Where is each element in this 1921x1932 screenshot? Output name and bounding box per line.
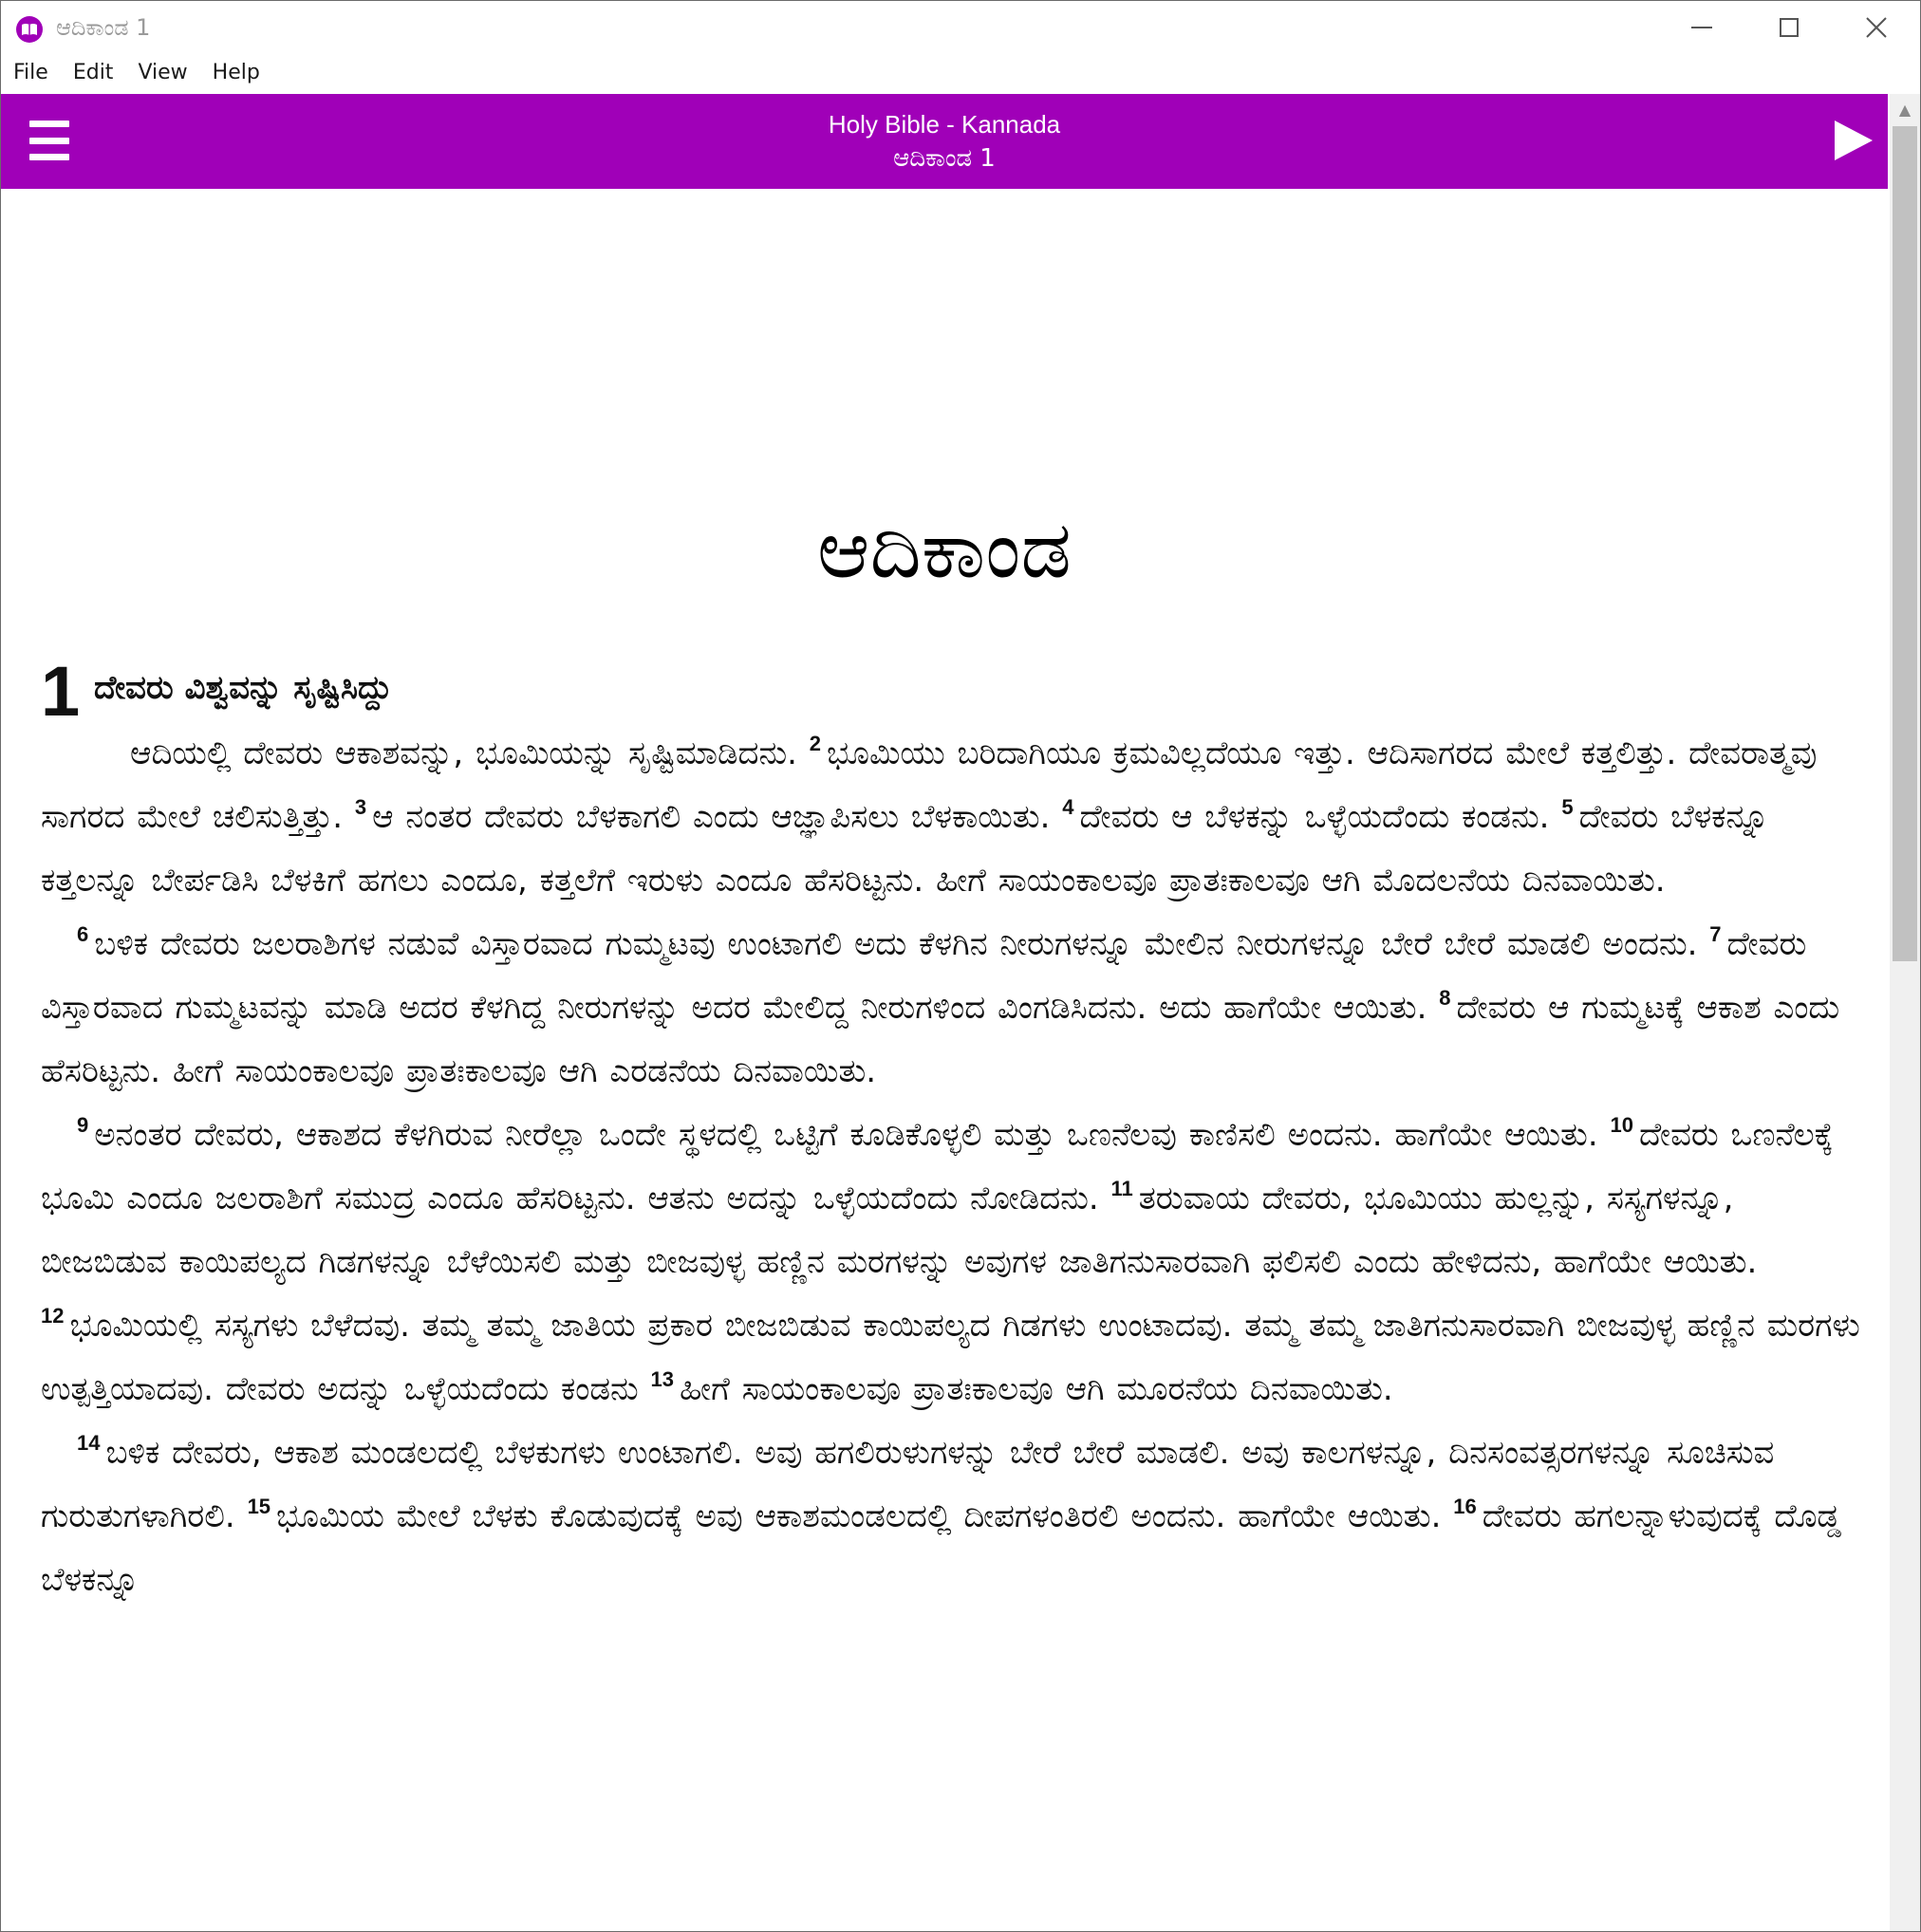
maximize-button[interactable] [1745, 1, 1833, 54]
paragraph [41, 1421, 1863, 1612]
chapter-number: 1 [41, 652, 81, 731]
verse-number: 6 [77, 922, 89, 946]
reading-pane [1, 189, 1888, 1931]
verse-number: 14 [77, 1431, 101, 1455]
paragraph [41, 913, 1863, 1104]
paragraph [41, 722, 1863, 913]
verse-number: 3 [354, 795, 367, 819]
verse-text: ಬಳಿಕ ದೇವರು, ಆಕಾಶ ಮಂಡಲದಲ್ಲಿ ಬೆಳಕುಗಳು ಉಂಟಾಗಲಿ. ಅವು ಹಗಲಿರುಳುಗಳನ್ನು ಬೇರೆ ಬೇರೆ ಮಾಡಲಿ. ಅವು ಕಾಲಗಳನ್ನೂ, ದಿನಸಂವತ್ಸರಗಳನ್ನೂ ಸೂಚಿಸುವ ಗುರುತುಗಳಾಗಿರಲಿ. [41, 1434, 1775, 1535]
title-bar [1, 1, 1920, 54]
verse-number: 10 [1610, 1113, 1633, 1137]
verse-text: ಆ ನಂತರ ದೇವರು ಬೆಳಕಾಗಲಿ ಎಂದು ಆಜ್ಞಾಪಿಸಲು ಬೆಳಕಾಯಿತು. [372, 798, 1051, 836]
play-icon[interactable] [1833, 119, 1874, 162]
verse-text: ದೇವರು ಬೆಳಕನ್ನೂ ಕತ್ತಲನ್ನೂ ಬೇರ್ಪಡಿಸಿ ಬೆಳಕಿಗೆ ಹಗಲು ಎಂದೂ, ಕತ್ತಲೆಗೆ ಇರುಳು ಎಂದೂ ಹೆಸರಿಟ್ಟನು. ಹೀಗೆ ಸಾಯಂಕಾಲವೂ ಪ್ರಾತಃಕಾಲವೂ ಆಗಿ ಮೊದಲನೆಯ ದಿನವಾಯಿತು. [41, 798, 1769, 900]
verse-number: 9 [77, 1113, 89, 1137]
menu-edit[interactable]: Edit [72, 61, 114, 84]
verse-text: ಭೂಮಿಯ ಮೇಲೆ ಬೆಳಕು ಕೊಡುವುದಕ್ಕೆ ಅವು ಆಕಾಶಮಂಡಲದಲ್ಲಿ ದೀಪಗಳಂತಿರಲಿ ಅಂದನು. ಹಾಗೆಯೇ ಆಯಿತು. [276, 1497, 1442, 1535]
close-icon [1866, 17, 1887, 38]
menu-help[interactable]: Help [212, 61, 260, 84]
verse-number: 13 [650, 1367, 674, 1391]
verse-number: 12 [41, 1304, 65, 1328]
menu-file[interactable]: File [13, 61, 48, 84]
bible-book-icon [16, 16, 43, 43]
app-header [1, 94, 1888, 189]
window-title: ಆದಿಕಾಂಡ 1 [56, 14, 151, 41]
verse-text: ಭೂಮಿಯಲ್ಲಿ ಸಸ್ಯಗಳು ಬೆಳೆದವು. ತಮ್ಮ ತಮ್ಮ ಜಾತಿಯ ಪ್ರಕಾರ ಬೀಜಬಿಡುವ ಕಾಯಿಪಲ್ಯದ ಗಿಡಗಳು ಉಂಟಾದವು. ತಮ್ಮ ತಮ್ಮ ಜಾತಿಗನುಸಾರವಾಗಿ ಬೀಜವುಳ್ಳ ಹಣ್ಣಿನ ಮರಗಳು ಉತ್ಪತ್ತಿಯಾದವು. ದೇವರು ಅದನ್ನು ಒಳ್ಳೆಯದೆಂದು ಕಂಡನು [41, 1307, 1860, 1408]
verse-text: ಬಳಿಕ ದೇವರು ಜಲರಾಶಿಗಳ ನಡುವೆ ವಿಸ್ತಾರವಾದ ಗುಮ್ಮಟವು ಉಂಟಾಗಲಿ ಅದು ಕೆಳಗಿನ ನೀರುಗಳನ್ನೂ ಮೇಲಿನ ನೀರುಗಳನ್ನೂ ಬೇರೆ ಬೇರೆ ಮಾಡಲಿ ಅಂದನು. [94, 925, 1698, 963]
verse-text: ಭೂಮಿಯು ಬರಿದಾಗಿಯೂ ಕ್ರಮವಿಲ್ಲದೆಯೂ ಇತ್ತು. ಆದಿಸಾಗರದ ಮೇಲೆ ಕತ್ತಲಿತ್ತು. ದೇವರಾತ್ಮವು ಸಾಗರದ ಮೇಲೆ ಚಲಿಸುತ್ತಿತ್ತು. [41, 734, 1818, 836]
verse-number: 2 [809, 732, 822, 755]
chapter-head [41, 652, 1863, 731]
menu-bar [1, 54, 1920, 92]
verse-text: ದೇವರು ಒಣನೆಲಕ್ಕೆ ಭೂಮಿ ಎಂದೂ ಜಲರಾಶಿಗೆ ಸಮುದ್ರ ಎಂದೂ ಹೆಸರಿಟ್ಟನು. ಆತನು ಅದನ್ನು ಒಳ್ಳೆಯದೆಂದು ನೋಡಿದನು. [41, 1116, 1834, 1217]
verse-number: 5 [1561, 795, 1574, 819]
header-subtitle: ಆದಿಕಾಂಡ 1 [893, 144, 996, 173]
minimize-button[interactable] [1658, 1, 1745, 54]
maximize-icon [1780, 18, 1799, 37]
verse-text: ದೇವರು ವಿಸ್ತಾರವಾದ ಗುಮ್ಮಟವನ್ನು ಮಾಡಿ ಅದರ ಕೆಳಗಿದ್ದ ನೀರುಗಳನ್ನು ಅದರ ಮೇಲಿದ್ದ ನೀರುಗಳಿಂದ ವಿಂಗಡಿಸಿದನು. ಅದು ಹಾಗೆಯೇ ಆಯಿತು. [41, 925, 1807, 1027]
verse-text: ಆದಿಯಲ್ಲಿ ದೇವರು ಆಕಾಶವನ್ನು, ಭೂಮಿಯನ್ನು ಸೃಷ್ಟಿಮಾಡಿದನು. [130, 734, 797, 772]
verse-text: ಅನಂತರ ದೇವರು, ಆಕಾಶದ ಕೆಳಗಿರುವ ನೀರೆಲ್ಲಾ ಒಂದೇ ಸ್ಥಳದಲ್ಲಿ ಒಟ್ಟಿಗೆ ಕೂಡಿಕೊಳ್ಳಲಿ ಮತ್ತು ಒಣನೆಲವು ಕಾಣಿಸಲಿ ಅಂದನು. ಹಾಗೆಯೇ ಆಯಿತು. [94, 1116, 1598, 1154]
verse-paragraphs [41, 722, 1863, 1612]
menu-view[interactable]: View [138, 61, 188, 84]
section-heading: ದೇವರು ವಿಶ್ವವನ್ನು ಸೃಷ್ಟಿಸಿದ್ದು [94, 669, 392, 707]
verse-text: ತರುವಾಯ ದೇವರು, ಭೂಮಿಯು ಹುಲ್ಲನ್ನು, ಸಸ್ಯಗಳನ್ನೂ, ಬೀಜಬಿಡುವ ಕಾಯಿಪಲ್ಯದ ಗಿಡಗಳನ್ನೂ ಬೆಳೆಯಿಸಲಿ ಮತ್ತು ಬೀಜವುಳ್ಳ ಹಣ್ಣಿನ ಮರಗಳನ್ನು ಅವುಗಳ ಜಾತಿಗನುಸಾರವಾಗಿ ಫಲಿಸಲಿ ಎಂದು ಹೇಳಿದನು, ಹಾಗೆಯೇ ಆಯಿತು. [41, 1180, 1758, 1281]
verse-text: ದೇವರು ಹಗಲನ್ನಾಳುವುದಕ್ಕೆ ದೊಡ್ಡ ಬೆಳಕನ್ನೂ [41, 1497, 1841, 1599]
scroll-up-arrow-icon[interactable]: ▲ [1898, 100, 1912, 119]
scroll-thumb[interactable] [1893, 126, 1917, 961]
verse-number: 7 [1709, 922, 1722, 946]
minimize-icon [1691, 27, 1712, 28]
verse-text: ದೇವರು ಆ ಗುಮ್ಮಟಕ್ಕೆ ಆಕಾಶ ಎಂದು ಹೆಸರಿಟ್ಟನು. ಹೀಗೆ ಸಾಯಂಕಾಲವೂ ಪ್ರಾತಃಕಾಲವೂ ಆಗಿ ಎರಡನೆಯ ದಿನವಾಯಿತು. [41, 989, 1840, 1090]
verse-number: 11 [1110, 1177, 1133, 1200]
verse-number: 8 [1439, 986, 1451, 1010]
header-title: Holy Bible - Kannada [828, 110, 1061, 139]
verse-number: 15 [247, 1495, 271, 1518]
vertical-scrollbar[interactable] [1890, 94, 1920, 1931]
close-button[interactable] [1833, 1, 1920, 54]
verse-text: ದೇವರು ಆ ಬೆಳಕನ್ನು ಒಳ್ಳೆಯದೆಂದು ಕಂಡನು. [1079, 798, 1550, 836]
book-title: ಆದಿಕಾಂಡ [817, 503, 1072, 596]
verse-number: 4 [1062, 795, 1074, 819]
verse-number: 16 [1453, 1495, 1477, 1518]
chapter [41, 654, 1863, 1612]
paragraph [41, 1104, 1863, 1421]
verse-text: ಹೀಗೆ ಸಾಯಂಕಾಲವೂ ಪ್ರಾತಃಕಾಲವೂ ಆಗಿ ಮೂರನೆಯ ದಿನವಾಯಿತು. [680, 1370, 1393, 1408]
